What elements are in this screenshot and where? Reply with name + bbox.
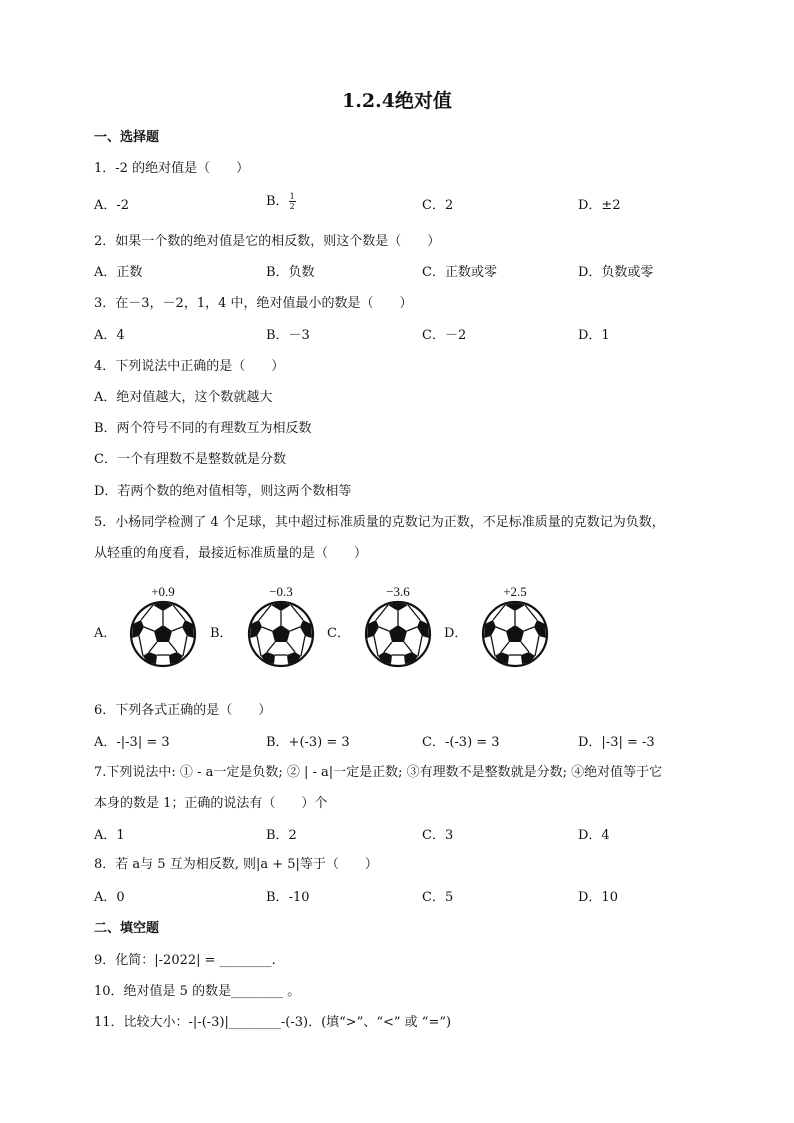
q8-option-a: A．0 [94,890,125,905]
q5-option-b-value: −0.3 [269,584,293,599]
question-5-stem-line2: 从轻重的角度看，最接近标准质量的是（ ） [94,546,368,561]
q1-option-a: A．-2 [94,198,130,213]
q2-option-c: C．正数或零 [422,265,497,280]
q3-option-b: B．－3 [266,328,310,343]
question-1-stem: 1．-2 的绝对值是（ ） [94,161,250,176]
q1-option-b-prefix: B． [266,194,289,209]
q4-option-b: B．两个符号不同的有理数互为相反数 [94,421,312,436]
question-2-stem: 2．如果一个数的绝对值是它的相反数，则这个数是（ ） [94,234,441,249]
q2-option-b: B．负数 [266,265,315,280]
section-heading-choice: 一、选择题 [94,130,160,145]
q5-option-d-value: +2.5 [503,584,527,599]
q2-option-a: A．正数 [94,265,143,280]
q7-option-c: C．3 [422,828,454,843]
question-7-stem-line2: 本身的数是 1；正确的说法有（ ）个 [94,796,328,811]
soccer-ball-icon [247,600,315,668]
section-heading-fill: 二、填空题 [94,921,160,936]
q5-option-d-letter: D． [444,626,468,641]
page-title: 1.2.4绝对值 [342,90,452,112]
q7-option-b: B．2 [266,828,297,843]
question-6-stem: 6．下列各式正确的是（ ） [94,703,272,718]
q5-option-c-value: −3.6 [386,584,410,599]
q6-option-b: B．+(-3) = 3 [266,735,350,750]
q8-option-c: C．5 [422,890,454,905]
q3-option-d: D．1 [578,328,610,343]
question-4-stem: 4．下列说法中正确的是（ ） [94,359,285,374]
question-5-stem-line1: 5．小杨同学检测了 4 个足球，其中超过标准质量的克数记为正数，不足标准质量的克数记为负数， [94,515,665,530]
fraction-denominator: 2 [289,202,295,211]
q4-option-c: C．一个有理数不是整数就是分数 [94,452,286,467]
q3-option-c: C．－2 [422,328,467,343]
q1-option-d: D．±2 [578,198,621,213]
q6-option-d: D．|-3| = -3 [578,735,655,750]
q1-option-c: C．2 [422,198,454,213]
question-8-stem: 8．若 a与 5 互为相反数, 则|a + 5|等于（ ） [94,857,378,872]
q8-option-b: B．-10 [266,890,310,905]
q6-option-a: A．-|-3| = 3 [94,735,170,750]
q2-option-d: D．负数或零 [578,265,654,280]
question-10: 10．绝对值是 5 的数是________ 。 [94,984,301,999]
q5-option-a-value: +0.9 [151,584,175,599]
question-7-stem-line1: 7.下列说法中: ① - a一定是负数; ② | - a|一定是正数; ③有理数不是整数就是分数; ④绝对值等于它 [94,765,663,780]
q5-option-b-letter: B． [210,626,233,641]
question-9: 9．化简：|-2022| = ________. [94,953,276,968]
soccer-ball-icon [364,600,432,668]
q7-option-a: A．1 [94,828,125,843]
fraction-numerator: 1 [289,192,295,201]
q8-option-d: D．10 [578,890,618,905]
soccer-ball-icon [129,600,197,668]
q5-option-c-letter: C． [327,626,350,641]
q6-option-c: C．-(-3) = 3 [422,735,500,750]
question-11: 11．比较大小：-|-(-3)|________-(-3)．(填“>”、“<” 或 “=”) [94,1015,452,1030]
q4-option-d: D．若两个数的绝对值相等，则这两个数相等 [94,484,352,499]
q5-option-a-letter: A． [94,626,117,641]
q4-option-a: A．绝对值越大，这个数就越大 [94,390,273,405]
q1-option-b-fraction [289,192,296,211]
q7-option-d: D．4 [578,828,610,843]
q3-option-a: A．4 [94,328,125,343]
soccer-ball-icon [481,600,549,668]
question-3-stem: 3．在－3，－2，1，4 中，绝对值最小的数是（ ） [94,296,413,311]
q1-option-b [266,190,296,211]
